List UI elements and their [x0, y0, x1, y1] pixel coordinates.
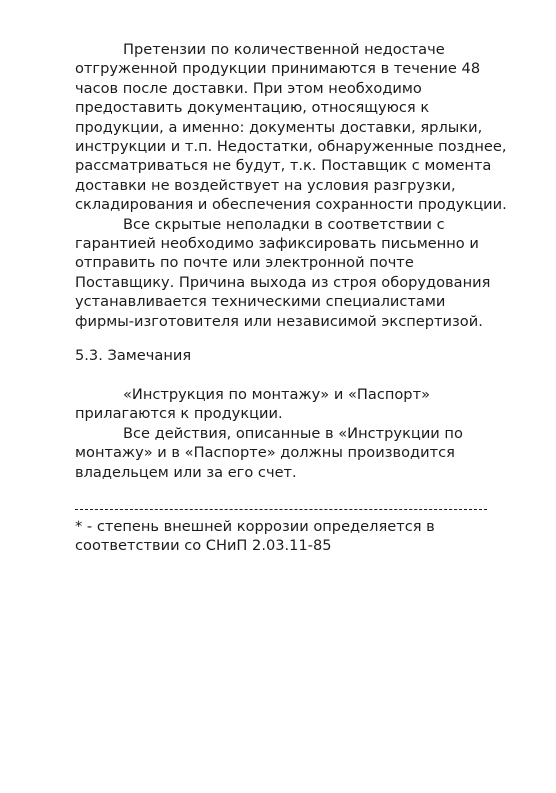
text-line: рассматриваться не будут, т.к. Поставщик с момента — [75, 157, 492, 175]
text-line: продукции, а именно: документы доставки, ярлыки, — [75, 118, 483, 136]
text-line: прилагаются к продукции. — [75, 405, 283, 423]
text-line: предоставить документацию, относящуюся к — [75, 99, 430, 117]
text-line: монтажу» и в «Паспорте» должны производится — [75, 444, 455, 462]
section-heading — [75, 346, 515, 365]
footnote-line: соответствии со СНиП 2.03.11-85 — [75, 537, 332, 555]
footnote-line: * - степень внешней коррозии определяется в — [75, 518, 435, 535]
text-line: складирования и обеспечения сохранности продукции. — [75, 196, 507, 214]
text-line: «Инструкция по монтажу» и «Паспорт» — [123, 386, 431, 403]
heading-text: 5.3. Замечания — [75, 347, 192, 364]
text-line: гарантией необходимо зафиксировать письменно и — [75, 235, 479, 253]
remarks-section — [75, 385, 515, 482]
text-line: инструкции и т.п. Недостатки, обнаруженные позднее, — [75, 138, 507, 156]
text-line: отправить по почте или электронной почте — [75, 254, 414, 272]
footnote-separator — [75, 509, 487, 510]
text-line: Претензии по количественной недостаче — [123, 41, 445, 58]
text-line: доставки не воздействует на условия разгрузки, — [75, 176, 456, 194]
footnote — [75, 517, 515, 556]
text-line: устанавливается техническими специалистами — [75, 293, 446, 311]
text-line: фирмы-изготовителя или независимой экспертизой. — [75, 312, 483, 330]
terms-section — [75, 40, 515, 331]
text-line: Все действия, описанные в «Инструкции по — [123, 424, 463, 442]
text-line: Поставщику. Причина выхода из строя оборудования — [75, 273, 491, 291]
text-line: часов после доставки. При этом необходимо — [75, 79, 422, 97]
text-line: владельцем или за его счет. — [75, 463, 297, 481]
text-line: отгруженной продукции принимаются в течение 48 — [75, 60, 481, 78]
text-line: Все скрытые неполадки в соответствии с — [123, 215, 445, 233]
